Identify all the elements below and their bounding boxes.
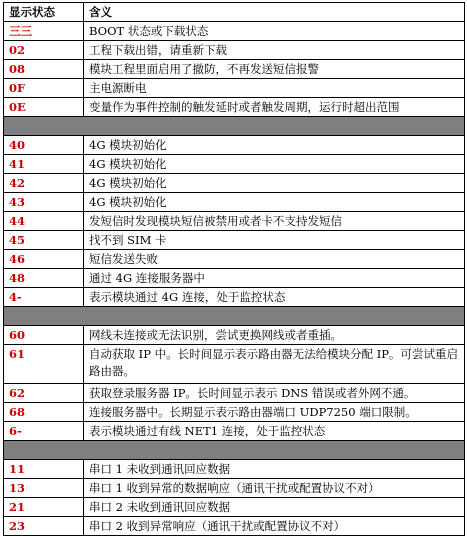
table-row bbox=[4, 231, 465, 250]
status-meaning-cell: 找不到 SIM 卡 bbox=[84, 231, 465, 250]
status-meaning-cell: 4G 模块初始化 bbox=[84, 193, 465, 212]
table-row bbox=[4, 98, 465, 117]
status-meaning-cell: 变量作为事件控制的触发延时或者触发周期，运行时超出范围 bbox=[84, 98, 465, 117]
status-code-cell: 0E bbox=[4, 98, 84, 117]
status-meaning-cell: 4G 模块初始化 bbox=[84, 174, 465, 193]
status-code-cell: 48 bbox=[4, 269, 84, 288]
table-row bbox=[4, 22, 465, 41]
status-code-cell: 40 bbox=[4, 136, 84, 155]
section-divider bbox=[4, 307, 465, 326]
table-row bbox=[4, 517, 465, 536]
table-row bbox=[4, 212, 465, 231]
status-meaning-cell: 网线未连接或无法识别，尝试更换网线或者重插。 bbox=[84, 326, 465, 345]
status-code-cell: 44 bbox=[4, 212, 84, 231]
table-row bbox=[4, 155, 465, 174]
section-divider bbox=[4, 117, 465, 136]
header-status-column: 显示状态 bbox=[4, 3, 84, 22]
status-code-cell: 42 bbox=[4, 174, 84, 193]
status-meaning-cell: 自动获取 IP 中。长时间显示表示路由器无法给模块分配 IP。可尝试重启路由器。 bbox=[84, 345, 465, 384]
status-code-cell: 62 bbox=[4, 384, 84, 403]
status-code-cell: 02 bbox=[4, 41, 84, 60]
status-code-cell: 6- bbox=[4, 422, 84, 441]
table-row bbox=[4, 288, 465, 307]
status-code-cell: 23 bbox=[4, 517, 84, 536]
status-code-cell: 4- bbox=[4, 288, 84, 307]
section-divider-row bbox=[4, 117, 465, 136]
status-meaning-cell: 发短信时发现模块短信被禁用或者卡不支持发短信 bbox=[84, 212, 465, 231]
status-code-cell: 43 bbox=[4, 193, 84, 212]
status-code-table bbox=[3, 2, 465, 536]
status-meaning-cell: 表示模块通过有线 NET1 连接，处于监控状态 bbox=[84, 422, 465, 441]
status-meaning-cell: 4G 模块初始化 bbox=[84, 155, 465, 174]
table-row bbox=[4, 250, 465, 269]
status-code-cell: 11 bbox=[4, 460, 84, 479]
table-body bbox=[4, 22, 465, 536]
table-row bbox=[4, 479, 465, 498]
status-code-cell: 0F bbox=[4, 79, 84, 98]
status-meaning-cell: 工程下载出错，请重新下载 bbox=[84, 41, 465, 60]
status-code-cell: 68 bbox=[4, 403, 84, 422]
status-meaning-cell: 串口 1 收到异常的数据响应（通讯干扰或配置协议不对） bbox=[84, 479, 465, 498]
table-row bbox=[4, 79, 465, 98]
status-code-cell: 08 bbox=[4, 60, 84, 79]
table-row bbox=[4, 345, 465, 384]
status-code-cell: 45 bbox=[4, 231, 84, 250]
status-code-cell: 21 bbox=[4, 498, 84, 517]
status-code-cell: 61 bbox=[4, 345, 84, 384]
table-row bbox=[4, 193, 465, 212]
table-header-row bbox=[4, 3, 465, 22]
table-row bbox=[4, 403, 465, 422]
status-code-cell: 三三 bbox=[4, 22, 84, 41]
status-meaning-cell: 串口 2 收到异常响应（通讯干扰或配置协议不对） bbox=[84, 517, 465, 536]
status-meaning-cell: 获取登录服务器 IP。长时间显示表示 DNS 错误或者外网不通。 bbox=[84, 384, 465, 403]
status-meaning-cell: 主电源断电 bbox=[84, 79, 465, 98]
section-divider bbox=[4, 441, 465, 460]
status-meaning-cell: 串口 1 未收到通讯回应数据 bbox=[84, 460, 465, 479]
status-code-cell: 60 bbox=[4, 326, 84, 345]
table-row bbox=[4, 326, 465, 345]
table-row bbox=[4, 460, 465, 479]
status-code-cell: 13 bbox=[4, 479, 84, 498]
table-row bbox=[4, 422, 465, 441]
status-meaning-cell: 模块工程里面启用了撤防，不再发送短信报警 bbox=[84, 60, 465, 79]
header-meaning-column: 含义 bbox=[84, 3, 465, 22]
status-meaning-cell: 串口 2 未收到通讯回应数据 bbox=[84, 498, 465, 517]
status-meaning-cell: 4G 模块初始化 bbox=[84, 136, 465, 155]
status-code-cell: 46 bbox=[4, 250, 84, 269]
table-row bbox=[4, 174, 465, 193]
status-code-cell: 41 bbox=[4, 155, 84, 174]
table-row bbox=[4, 60, 465, 79]
section-divider-row bbox=[4, 307, 465, 326]
status-meaning-cell: BOOT 状态或下载状态 bbox=[84, 22, 465, 41]
table-row bbox=[4, 269, 465, 288]
status-meaning-cell: 通过 4G 连接服务器中 bbox=[84, 269, 465, 288]
table-row bbox=[4, 136, 465, 155]
table-row bbox=[4, 384, 465, 403]
status-meaning-cell: 连接服务器中。长期显示表示路由器端口 UDP7250 端口限制。 bbox=[84, 403, 465, 422]
status-meaning-cell: 表示模块通过 4G 连接，处于监控状态 bbox=[84, 288, 465, 307]
table-row bbox=[4, 498, 465, 517]
section-divider-row bbox=[4, 441, 465, 460]
table-row bbox=[4, 41, 465, 60]
status-meaning-cell: 短信发送失败 bbox=[84, 250, 465, 269]
